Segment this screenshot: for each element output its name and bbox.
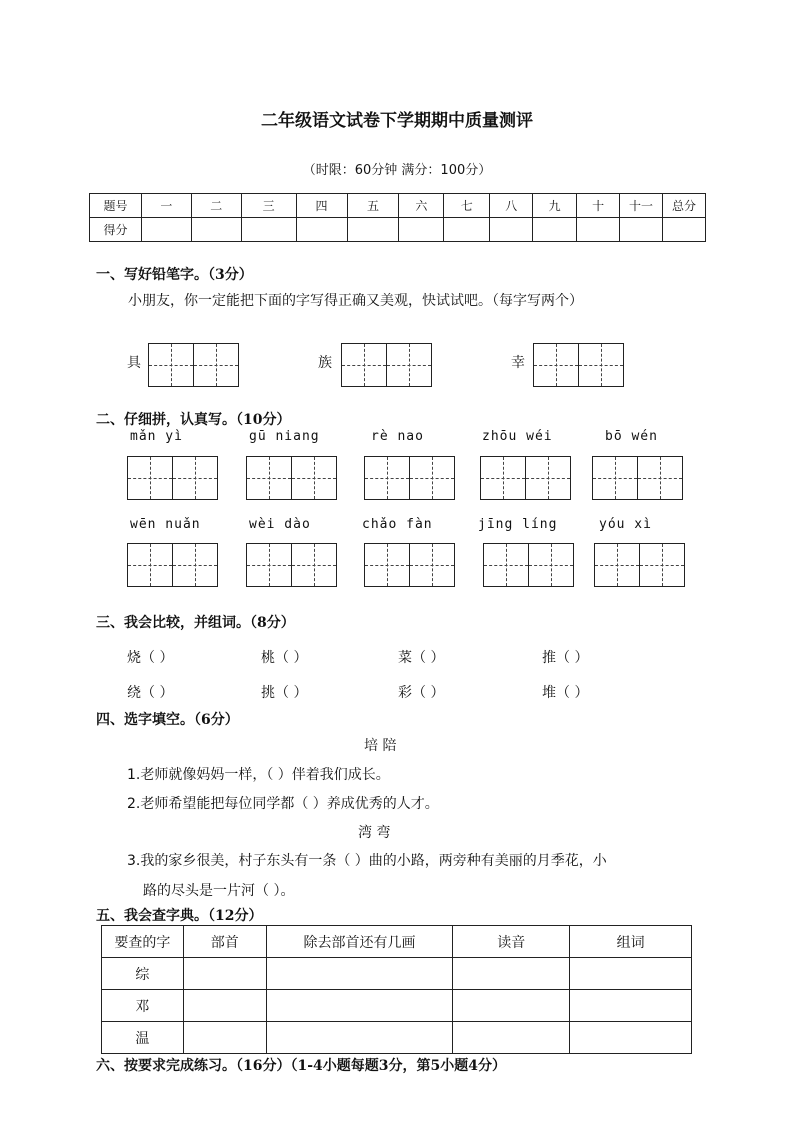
answer-cell[interactable]: [453, 990, 570, 1022]
compare-item[interactable]: 菜（ ）: [398, 650, 445, 666]
score-header-cell: 十一: [620, 194, 663, 218]
answer-cell[interactable]: [570, 1022, 692, 1054]
section3-heading: 三、我会比较，并组词。（8分）: [96, 615, 295, 631]
score-cell[interactable]: [296, 218, 347, 242]
score-header-cell: 六: [399, 194, 444, 218]
score-cell[interactable]: [577, 218, 620, 242]
compare-item[interactable]: 推（ ）: [542, 650, 589, 666]
practice-char: 具: [127, 355, 141, 371]
score-header-cell: 总分: [662, 194, 705, 218]
score-table: [89, 193, 706, 242]
dictionary-table: [101, 925, 692, 1054]
compare-item[interactable]: 绕（ ）: [127, 685, 174, 701]
answer-cell[interactable]: [183, 990, 266, 1022]
score-header-cell: 十: [577, 194, 620, 218]
compare-item[interactable]: 桃（ ）: [261, 650, 308, 666]
score-header-row: [90, 194, 706, 218]
score-header-cell: 三: [241, 194, 296, 218]
score-row-label: 得分: [90, 218, 142, 242]
pinyin-label: gū niang: [249, 429, 320, 444]
score-cell[interactable]: [241, 218, 296, 242]
exam-info: （时限：60分钟 满分：100分）: [302, 163, 492, 178]
writing-box[interactable]: [525, 456, 571, 500]
writing-box[interactable]: [483, 543, 529, 587]
choice-pair: 湾 弯: [358, 825, 391, 841]
writing-box[interactable]: [533, 343, 579, 387]
section2-heading: 二、仔细拼，认真写。（10分）: [96, 412, 291, 428]
writing-box[interactable]: [246, 456, 292, 500]
dictionary-char: 温: [102, 1022, 184, 1054]
score-row: [90, 218, 706, 242]
score-header-cell: 二: [191, 194, 241, 218]
writing-box[interactable]: [409, 456, 455, 500]
dictionary-header-row: [102, 926, 692, 958]
writing-box[interactable]: [148, 343, 194, 387]
score-cell[interactable]: [620, 218, 663, 242]
pinyin-label: jīng líng: [478, 517, 558, 532]
answer-cell[interactable]: [266, 958, 453, 990]
section6-heading: 六、按要求完成练习。（16分）（1-4小题每题3分，第5小题4分）: [96, 1058, 506, 1074]
writing-box[interactable]: [639, 543, 685, 587]
score-cell[interactable]: [490, 218, 533, 242]
answer-cell[interactable]: [183, 958, 266, 990]
score-header-cell: 一: [141, 194, 191, 218]
score-header-cell: 四: [296, 194, 347, 218]
dictionary-row: [102, 990, 692, 1022]
writing-box[interactable]: [364, 543, 410, 587]
dictionary-header-cell: 读音: [453, 926, 570, 958]
score-cell[interactable]: [533, 218, 577, 242]
dictionary-row: [102, 1022, 692, 1054]
writing-box[interactable]: [172, 456, 218, 500]
score-header-cell: 八: [490, 194, 533, 218]
writing-box[interactable]: [341, 343, 387, 387]
compare-item[interactable]: 挑（ ）: [261, 685, 308, 701]
writing-box[interactable]: [409, 543, 455, 587]
answer-cell[interactable]: [183, 1022, 266, 1054]
practice-char: 族: [318, 355, 332, 371]
score-header-cell: 九: [533, 194, 577, 218]
question-3-cont[interactable]: 路的尽头是一片河（ ）。: [143, 883, 295, 899]
pinyin-label: chǎo fàn: [362, 517, 433, 532]
writing-box[interactable]: [594, 543, 640, 587]
writing-box[interactable]: [127, 456, 173, 500]
dictionary-header-cell: 除去部首还有几画: [266, 926, 453, 958]
writing-box[interactable]: [291, 543, 337, 587]
section1-instruction: 小朋友，你一定能把下面的字写得正确又美观，快试试吧。（每字写两个）: [128, 293, 583, 309]
dictionary-char: 邓: [102, 990, 184, 1022]
pinyin-label: mǎn yì: [130, 429, 183, 444]
dictionary-header-cell: 部首: [183, 926, 266, 958]
writing-box[interactable]: [127, 543, 173, 587]
answer-cell[interactable]: [453, 958, 570, 990]
section1-heading: 一、写好铅笔字。（3分）: [96, 267, 253, 283]
pinyin-label: wèi dào: [249, 517, 311, 532]
answer-cell[interactable]: [570, 990, 692, 1022]
score-cell[interactable]: [444, 218, 490, 242]
answer-cell[interactable]: [453, 1022, 570, 1054]
compare-item[interactable]: 烧（ ）: [127, 650, 174, 666]
section5-heading: 五、我会查字典。（12分）: [96, 908, 263, 924]
writing-box[interactable]: [291, 456, 337, 500]
pinyin-label: bō wén: [605, 429, 658, 444]
section4-heading: 四、选字填空。（6分）: [96, 712, 239, 728]
score-header-cell: 七: [444, 194, 490, 218]
answer-cell[interactable]: [266, 1022, 453, 1054]
practice-char: 幸: [511, 355, 525, 371]
compare-item[interactable]: 堆（ ）: [542, 685, 589, 701]
compare-item[interactable]: 彩（ ）: [398, 685, 445, 701]
writing-box[interactable]: [364, 456, 410, 500]
page-title: 二年级语文试卷下学期期中质量测评: [261, 111, 533, 131]
score-header-cell: 五: [347, 194, 399, 218]
pinyin-label: wēn nuǎn: [130, 517, 201, 532]
question-2[interactable]: 2.老师希望能把每位同学都（ ）养成优秀的人才。: [127, 796, 439, 812]
score-cell[interactable]: [191, 218, 241, 242]
writing-box[interactable]: [592, 456, 638, 500]
answer-cell[interactable]: [266, 990, 453, 1022]
writing-box[interactable]: [246, 543, 292, 587]
writing-box[interactable]: [172, 543, 218, 587]
choice-pair: 培 陪: [364, 738, 397, 754]
writing-box[interactable]: [480, 456, 526, 500]
score-cell[interactable]: [347, 218, 399, 242]
question-3[interactable]: 3.我的家乡很美，村子东头有一条（ ）曲的小路，两旁种有美丽的月季花，小: [127, 853, 607, 869]
pinyin-label: rè nao: [371, 429, 424, 444]
writing-box[interactable]: [578, 343, 624, 387]
dictionary-header-cell: 要查的字: [102, 926, 184, 958]
question-1[interactable]: 1.老师就像妈妈一样，（ ）伴着我们成长。: [127, 767, 390, 783]
dictionary-header-cell: 组词: [570, 926, 692, 958]
dictionary-char: 综: [102, 958, 184, 990]
pinyin-label: yóu xì: [599, 517, 652, 532]
writing-box[interactable]: [528, 543, 574, 587]
dictionary-row: [102, 958, 692, 990]
writing-box[interactable]: [637, 456, 683, 500]
score-header-cell: 题号: [90, 194, 142, 218]
writing-box[interactable]: [193, 343, 239, 387]
score-cell[interactable]: [399, 218, 444, 242]
score-cell[interactable]: [141, 218, 191, 242]
pinyin-label: zhōu wéi: [482, 429, 553, 444]
answer-cell[interactable]: [570, 958, 692, 990]
writing-box[interactable]: [386, 343, 432, 387]
score-cell[interactable]: [662, 218, 705, 242]
